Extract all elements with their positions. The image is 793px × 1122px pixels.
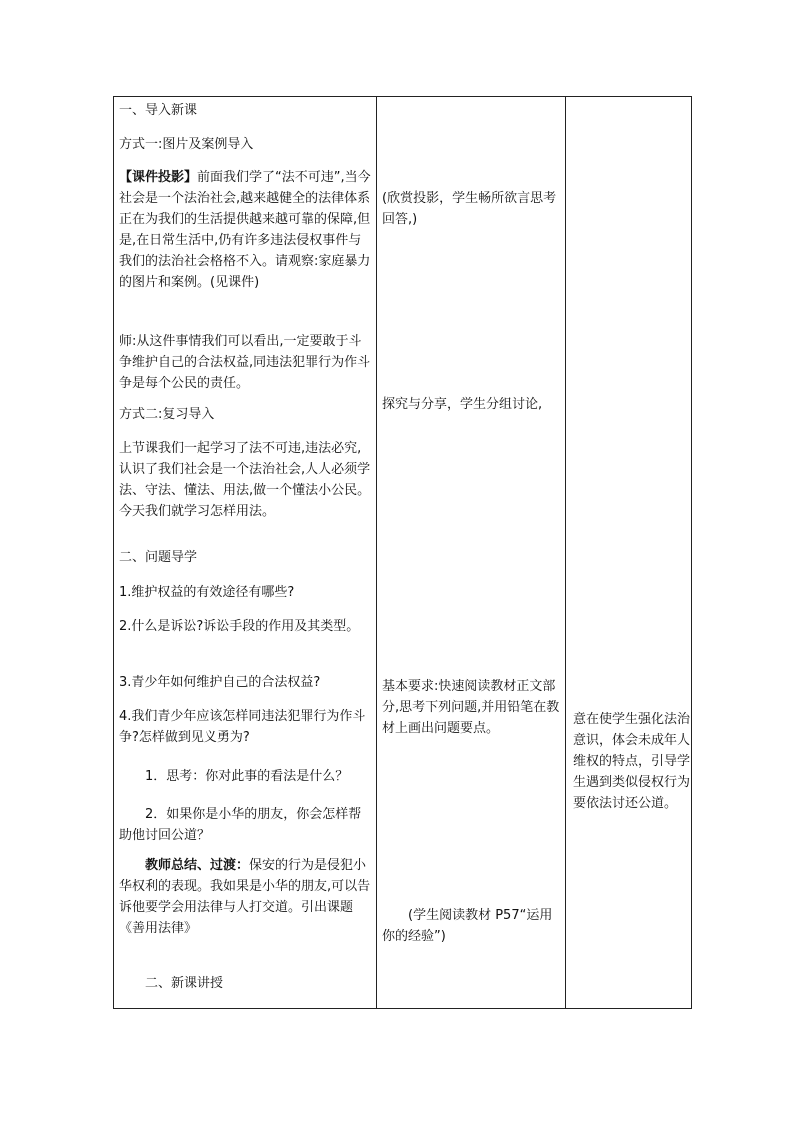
activity-note: 探究与分享，学生分组讨论, [382,397,543,412]
think-item: 1．思考：你对此事的看法是什么？ [145,769,349,784]
design-intent-column [573,97,691,1008]
bold-label: 教师总结、过渡： [145,858,250,873]
method-heading: 方式二:复习导入 [119,407,215,422]
question-item: 1.维护权益的有效途径有哪些? [119,585,295,600]
paragraph: 上节课我们一起学习了法不可违,违法必究,认识了我们社会是一个法治社会,人人必须学法、守法、懂法、用法,做一个懂法小公民。今天我们就学习怎样用法。 [119,441,371,519]
method-heading: 方式一:图片及案例导入 [119,137,254,152]
section-heading: 二、新课讲授 [145,976,224,991]
question-item: 4.我们青少年应该怎样同违法犯罪行为作斗争?怎样做到见义勇为? [119,709,366,745]
paragraph: 【课件投影】前面我们学了“法不可违”,当今社会是一个法治社会,越来越健全的法律体系正在为我们的生活提供越来越可靠的保障,但是,在日常生活中,仍有许多违法侵权事件与我们的法治社会格格不入。请观察:家庭暴力的图片和案例。(见课件) [119,170,371,290]
section-heading: 一、导入新课 [119,103,198,118]
column-divider [376,97,377,1008]
activity-note: (欣赏投影，学生畅所欲言思考回答,) [382,191,557,227]
student-activity-column [382,97,565,1008]
activity-note: (学生阅读教材 P57“运用你的经验”) [382,908,553,944]
section-heading: 二、问题导学 [119,550,198,565]
paragraph: 师:从这件事情我们可以看出,一定要敢于斗争维护自己的合法权益,同违法犯罪行为作斗争是每个公民的责任。 [119,334,371,391]
column-divider [565,97,566,1008]
question-item: 2.什么是诉讼?诉讼手段的作用及其类型。 [119,619,360,634]
think-item: 2．如果你是小华的朋友，你会怎样帮助他讨回公道？ [119,807,362,843]
lesson-plan-table [113,96,692,1009]
question-item: 3.青少年如何维护自己的合法权益? [119,675,321,690]
bold-label: 【课件投影】 [119,170,198,185]
paragraph: 教师总结、过渡：保安的行为是侵犯小华权利的表现。我如果是小华的朋友,可以告诉他要学会用法律与人打交道。引出课题《善用法律》 [119,858,371,936]
activity-note: 基本要求:快速阅读教材正文部分,思考下列问题,并用铅笔在教材上画出问题要点。 [382,679,560,736]
intent-note: 意在使学生强化法治意识，体会未成年人维权的特点，引导学生遇到类似侵权行为要依法讨还公道。 [573,712,691,811]
teaching-content-column [119,97,374,1008]
